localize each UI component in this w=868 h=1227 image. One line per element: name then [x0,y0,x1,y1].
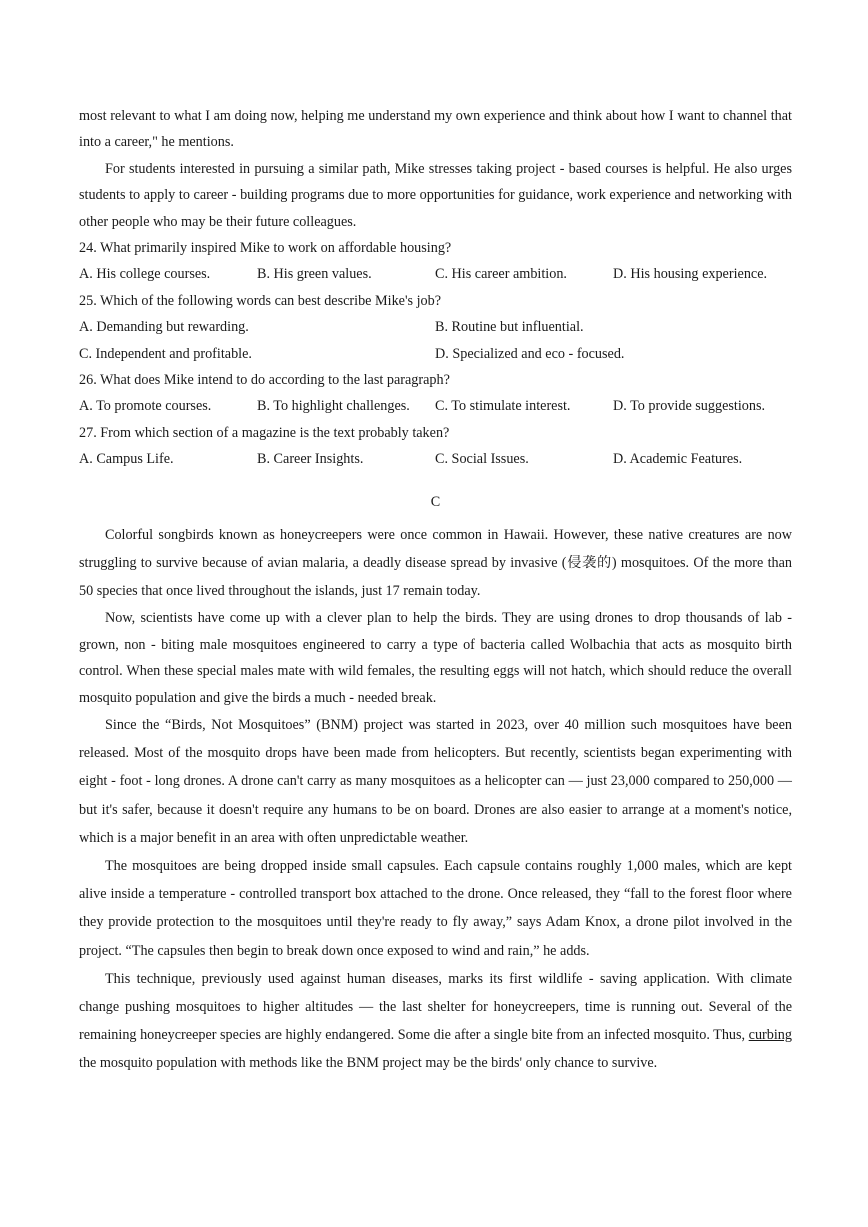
option-a: A. To promote courses. [79,398,212,415]
option-b: B. Career Insights. [257,451,364,468]
passage-c-paragraph: Since the “Birds, Not Mosquitoes” (BNM) project was started in 2023, over 40 million such mosquitoes have been released. Most of the mosquito drops have been made from helicopters. But recently, scientists began experimenting with eight - foot - long drones. A drone can't carry as many mosquitoes as a helicopter can — just 23,000 compared to 250,000 — but it's safer, because it doesn't require any humans to be on board. Drones are also easier to arrange at a moment's notice, which is a major benefit in an area with often unpredictable weather. [79,716,792,846]
option-c: C. Social Issues. [435,451,529,468]
option-a: A. His college courses. [79,266,211,283]
option-b: B. Routine but influential. [435,319,584,336]
section-heading: C [430,493,441,510]
option-c: C. To stimulate interest. [435,398,571,415]
passage-c-paragraph: The mosquitoes are being dropped inside small capsules. Each capsule contains roughly 1,000 males, which are kept alive inside a temperature - controlled transport box attached to the drone. Once released, they “fall to the forest floor where they provide protection to the mosquitoes until they're ready to fly away,” says Adam Knox, a drone pilot involved in the project. “The capsules then begin to break down once exposed to wind and rain,” he adds. [79,857,792,959]
question-stem: 24. What primarily inspired Mike to work on affordable housing? [79,240,452,257]
passage-b-paragraph: most relevant to what I am doing now, helping me understand my own experience and think about how I want to channel that into a career," he mentions. [79,108,792,151]
options-row [79,446,792,472]
passage-c-paragraph: Now, scientists have come up with a clever plan to help the birds. They are using drones to drop thousands of lab - grown, non - biting male mosquitoes engineered to carry a type of bacteria called Wolbachia that acts as mosquito birth control. When these special males mate with wild females, the resulting eggs will not hatch, which should reduce the overall mosquito population and give the birds a much - needed break. [79,610,792,706]
paragraph-text: This technique, previously used against human diseases, marks its first wildlife - saving application. With climate change pushing mosquitoes to higher altitudes — the last shelter for honeycreepers, time is running out. Several of the remaining honeycreeper species are highly endangered. Some die after a single bite from an infected mosquito. Thus, [79,970,792,1044]
exam-page [79,103,792,1078]
question-stem: 27. From which section of a magazine is the text probably taken? [79,424,450,441]
passage-b-paragraph: For students interested in pursuing a similar path, Mike stresses taking project - based courses is helpful. He also urges students to apply to career - building programs due to more opportunities for guidance, work experience and networking with other people who may be their future colleagues. [79,160,792,230]
options-row [79,314,792,340]
question-stem: 25. Which of the following words can best describe Mike's job? [79,292,442,309]
option-d: D. Specialized and eco - focused. [435,345,625,362]
option-a: A. Campus Life. [79,451,174,468]
option-b: B. His green values. [257,266,372,283]
question-stem: 26. What does Mike intend to do according to the last paragraph? [79,372,450,389]
passage-c-paragraph: Colorful songbirds known as honeycreepers were once common in Hawaii. However, these native creatures are now struggling to survive because of avian malaria, a deadly disease spread by invasive (侵袭的) mosquitoes. Of the more than 50 species that once lived throughout the islands, just 17 remain today. [79,526,792,600]
option-a: A. Demanding but rewarding. [79,319,249,336]
underlined-word: curbing [748,1027,792,1044]
option-d: D. Academic Features. [613,451,743,468]
question-26 [79,367,792,420]
options-row [79,261,792,287]
passage-c-paragraph [79,965,792,1078]
question-27 [79,420,792,473]
option-d: D. His housing experience. [613,266,768,283]
question-25 [79,288,792,367]
option-d: D. To provide suggestions. [613,398,766,415]
options-row [79,341,792,367]
option-c: C. His career ambition. [435,266,567,283]
options-row [79,393,792,419]
paragraph-text: the mosquito population with methods like the BNM project may be the birds' only chance to survive. [79,1055,658,1072]
option-b: B. To highlight challenges. [257,398,410,415]
question-24 [79,235,792,288]
option-c: C. Independent and profitable. [79,345,252,362]
